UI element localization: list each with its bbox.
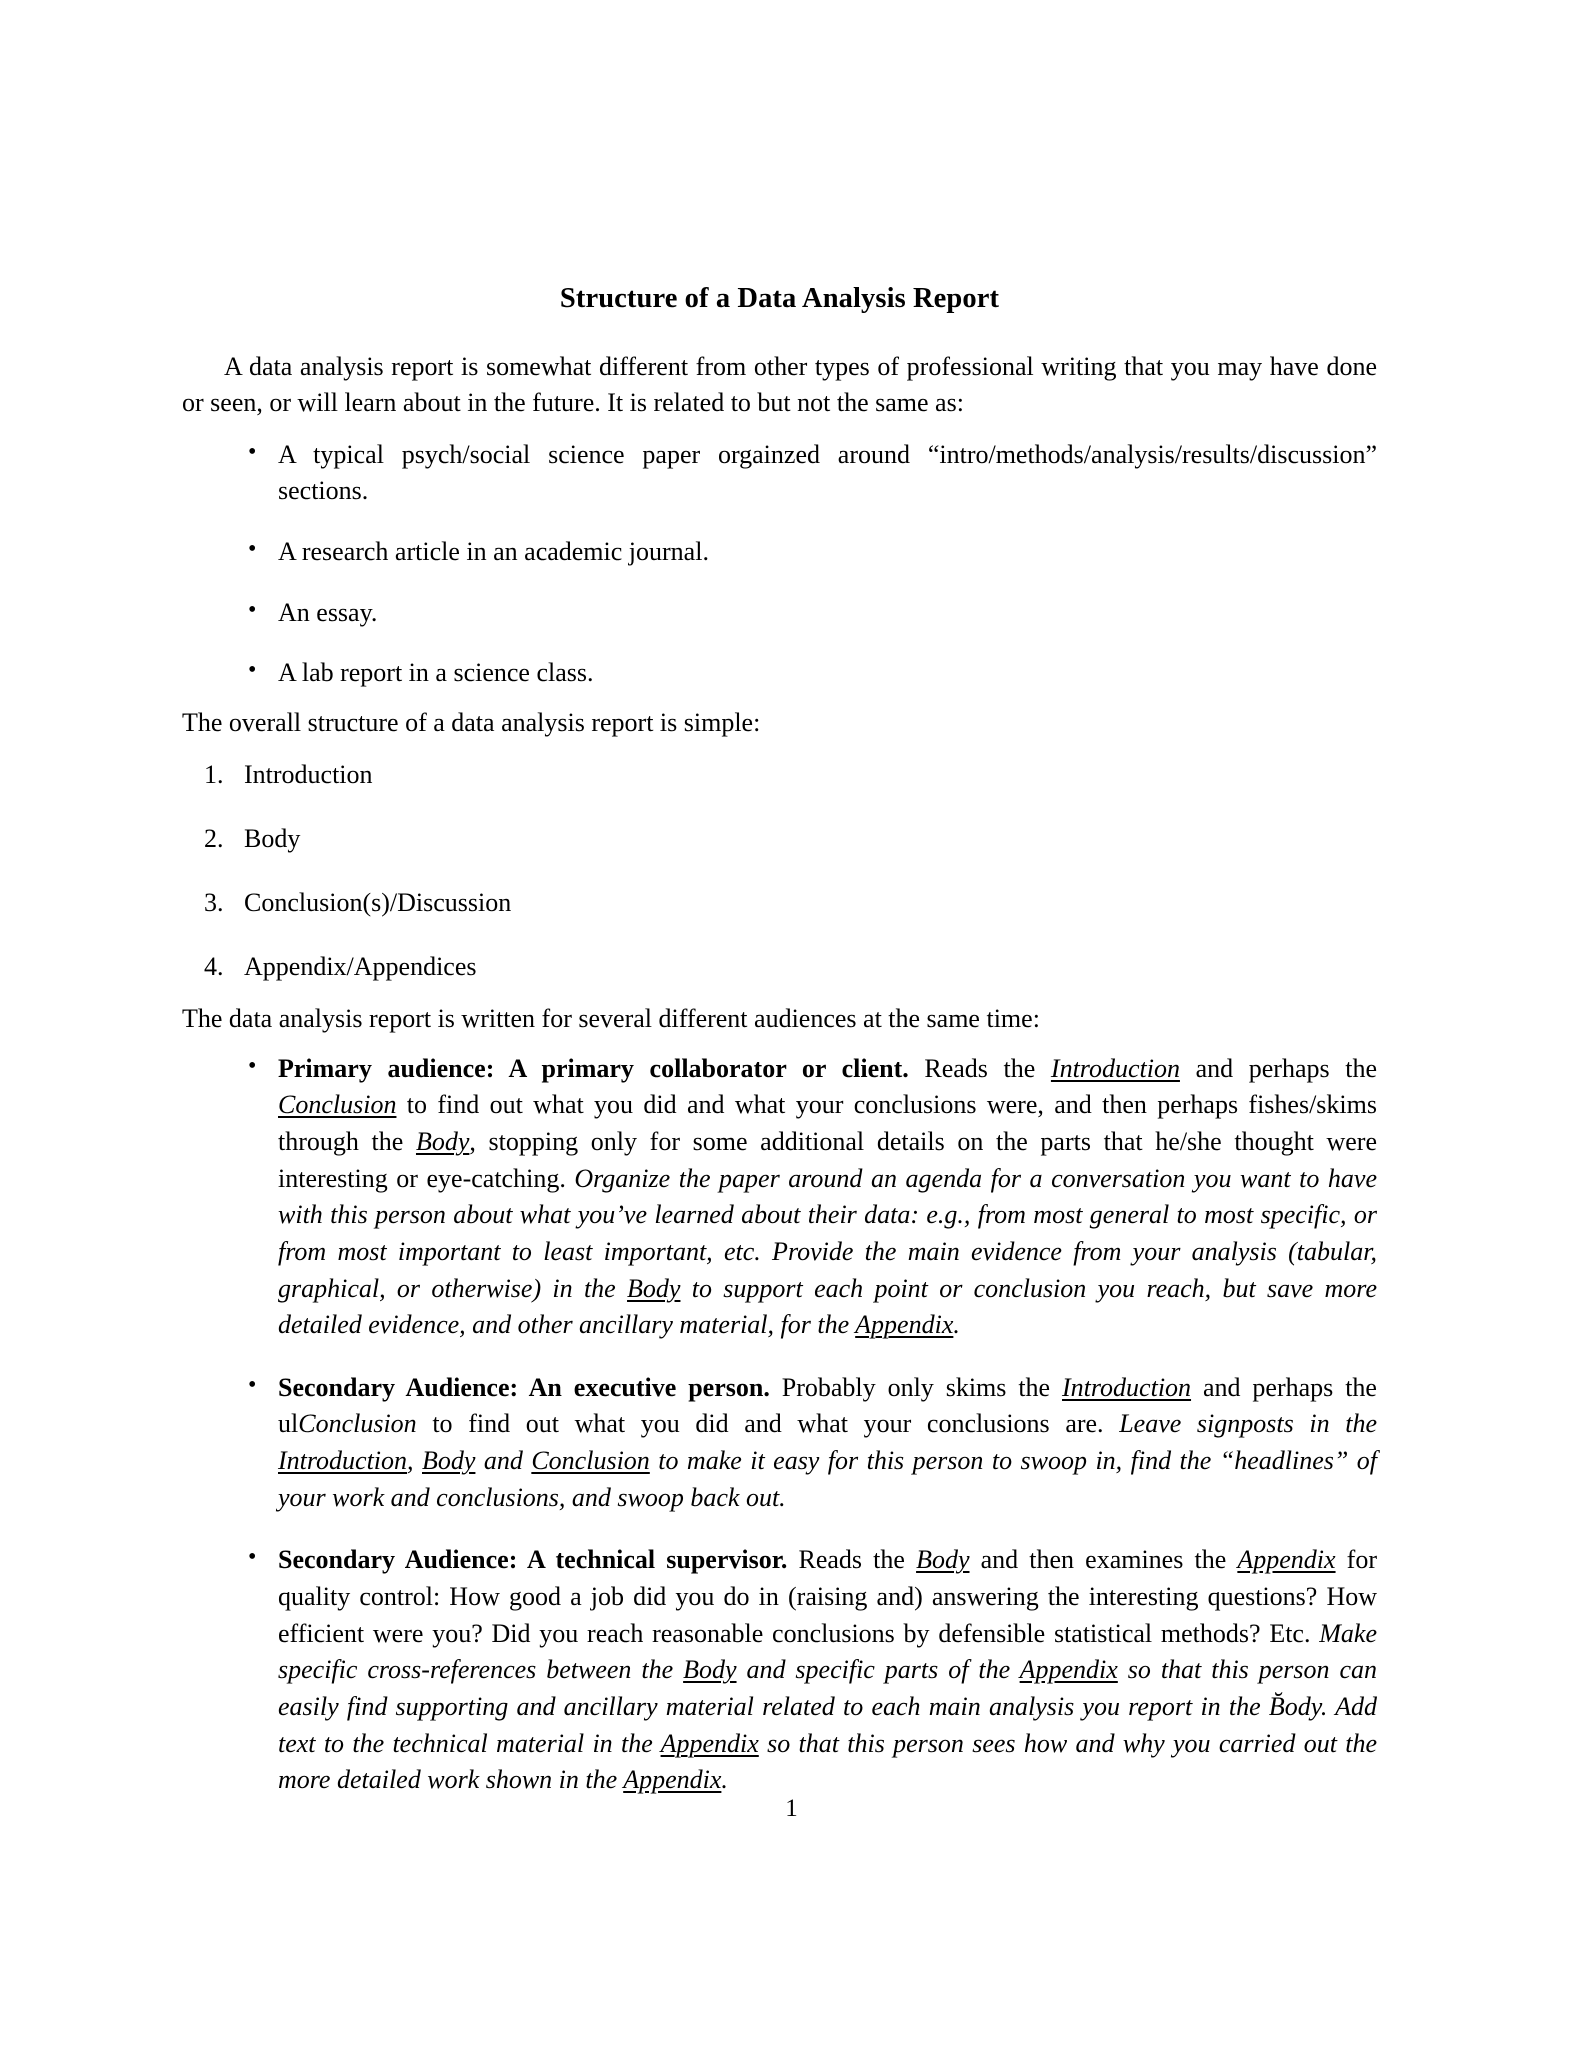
list-item xyxy=(226,655,1377,691)
section-reference: Appendix xyxy=(660,1728,759,1758)
audience-item xyxy=(226,1370,1377,1517)
section-reference: Introduction xyxy=(1050,1053,1180,1083)
audience-heading: Primary audience: A primary collaborator or client. xyxy=(278,1053,909,1083)
audience-text: Reads the xyxy=(787,1545,917,1575)
audience-text: to find out what you did and what your conclusions were, and then perhaps fishes/skims through the xyxy=(278,1090,1377,1156)
list-item-label: A typical psych/social science paper orgainzed around “intro/methods/analysis/results/discussion” sections. xyxy=(278,439,1377,505)
audience-text: . xyxy=(953,1310,960,1340)
audience-heading: Secondary Audience: A technical supervisor. xyxy=(278,1545,788,1575)
list-item-number: 4. xyxy=(204,951,224,981)
list-item xyxy=(226,534,1377,570)
audience-text: and then examines the xyxy=(969,1545,1238,1575)
list-item-label: A research article in an academic journal. xyxy=(278,536,709,566)
section-reference: Appendix xyxy=(623,1765,722,1795)
list-item-number: 2. xyxy=(204,824,224,854)
section-reference: Appendix xyxy=(855,1310,954,1340)
audience-heading: Secondary Audience: An executive person. xyxy=(278,1372,770,1402)
list-item xyxy=(182,757,1377,793)
section-reference: Appendix xyxy=(1019,1655,1118,1685)
list-item-number: 1. xyxy=(204,760,224,790)
audience-text: and perhaps the ul xyxy=(278,1372,1377,1439)
section-reference: Body xyxy=(415,1126,470,1156)
structure-lead-paragraph: The overall structure of a data analysis report is simple: xyxy=(182,708,761,738)
section-reference: Body xyxy=(627,1273,681,1303)
audience-text: and specific parts of the xyxy=(736,1655,1020,1685)
structure-list xyxy=(182,757,1377,985)
list-item-label: Appendix/Appendices xyxy=(244,951,477,981)
page-title: Structure of a Data Analysis Report xyxy=(559,283,1000,314)
audience-text: Make specific cross-references between the xyxy=(278,1618,1377,1685)
list-item-label: Body xyxy=(244,824,301,854)
section-reference: Introduction xyxy=(278,1446,408,1476)
list-item-label: A lab report in a science class. xyxy=(278,658,594,688)
section-reference: Conclusion xyxy=(278,1090,397,1120)
section-reference: Body xyxy=(422,1446,476,1476)
audience-text: to make it easy for this person to swoop in, find the “headlines” of your work and conclusions, and swoop back out. xyxy=(278,1446,1378,1512)
audience-text: Reads the xyxy=(908,1053,1051,1083)
audience-text: Organize the paper around an agenda for a conversation you want to have with this person about what you’ve learned about their data: e.g., from most general to most specific, or from most important to least important, etc. Provide the main evidence from your analysis (tabular, graphical, or otherwise) in the xyxy=(278,1163,1377,1303)
list-item-label: Conclusion(s)/Discussion xyxy=(244,887,512,917)
list-item xyxy=(182,885,1377,921)
audience-text: Leave signposts in the xyxy=(1119,1409,1377,1439)
list-item xyxy=(226,595,1377,631)
intro-paragraph: A data analysis report is somewhat different from other types of professional writing that you may have done or seen, or will learn about in the future. It is related to but not the same as: xyxy=(182,352,1377,418)
section-reference: Body xyxy=(683,1655,737,1685)
audience-text: and perhaps the xyxy=(1179,1053,1377,1083)
comparison-list xyxy=(226,437,1377,691)
section-reference: Body xyxy=(916,1545,970,1575)
list-item xyxy=(182,821,1377,857)
section-reference: Appendix xyxy=(1237,1545,1336,1575)
audience-lead-paragraph: The data analysis report is written for several different audiences at the same time: xyxy=(182,1003,1040,1033)
page-number: 1 xyxy=(785,1795,798,1822)
list-item-label: Introduction xyxy=(244,760,373,790)
audience-text: so that this person sees how and why you carried out the more detailed work shown in the xyxy=(278,1728,1377,1795)
audience-text: Probably only skims the xyxy=(769,1372,1063,1402)
audience-text: Conclusion xyxy=(298,1409,417,1439)
audience-list xyxy=(226,1051,1377,1799)
list-item-number: 3. xyxy=(204,887,224,917)
audience-text: , stopping only for some additional details on the parts that he/she thought were interesting or eye-catching. xyxy=(278,1126,1377,1193)
section-reference: Conclusion xyxy=(531,1446,650,1476)
audience-text: . xyxy=(721,1765,728,1795)
audience-item xyxy=(226,1051,1377,1344)
audience-text: and xyxy=(475,1446,532,1476)
section-reference: Introduction xyxy=(1062,1372,1192,1402)
list-item xyxy=(226,437,1377,509)
document-body xyxy=(182,282,1377,1799)
audience-item xyxy=(226,1542,1377,1799)
list-item-label: An essay. xyxy=(278,597,378,627)
audience-text: so that this person can easily find supporting and ancillary material related to each main analysis you report in the B̆ody. Add text to the technical material in the xyxy=(278,1655,1378,1758)
audience-text: to find out what you did and what your conclusions are. xyxy=(416,1409,1120,1439)
audience-text: , xyxy=(407,1446,422,1476)
audience-text: for quality control: How good a job did you do in (raising and) answering the interesting questions? How efficient were you? Did you reach reasonable conclusions by defensible statistical methods? Etc. xyxy=(278,1545,1377,1648)
audience-text: to support each point or conclusion you reach, but save more detailed evidence, and other ancillary material, for the xyxy=(278,1273,1377,1340)
list-item xyxy=(182,949,1377,985)
